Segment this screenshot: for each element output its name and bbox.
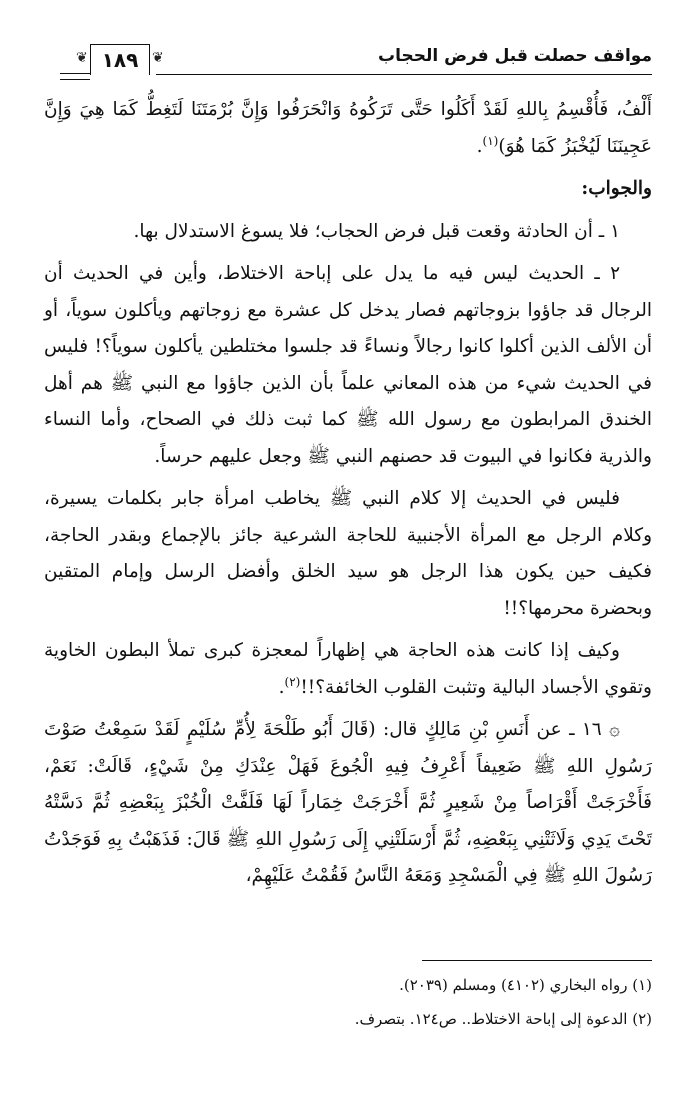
footnote-1: (١) رواه البخاري (٤١٠٢) ومسلم (٢٠٣٩). bbox=[399, 976, 652, 994]
hadith-text: (قَالَ أَبُو طَلْحَةَ لِأُمِّ سُلَيْمٍ لَقَدْ سَمِعْتُ صَوْتَ رَسُولِ اللهِ ﷺ ضَعِيفاً أَعْرِفُ فِيهِ الْجُوعَ فَهَلْ عِنْدَكِ مِنْ شَيْءٍ، قَالَتْ: نَعَمْ، فَأَخْرَجَتْ أَقْرَاصاً مِنْ شَعِيرٍ ثُمَّ أَخْرَجَتْ خِمَاراً لَهَا فَلَفَّتْ الْخُبْزَ بِبَعْضِهِ ثُمَّ دَسَّتْهُ تَحْتَ يَدِي وَلَاثَتْنِي بِبَعْضِهِ، ثُمَّ أَرْسَلَتْنِي إِلَى رَسُولِ اللهِ ﷺ قَالَ: فَذَهَبْتُ بِهِ فَوَجَدْتُ رَسُولَ اللهِ ﷺ فِي الْمَسْجِدِ وَمَعَهُ النَّاسُ فَقُمْتُ عَلَيْهِمْ، bbox=[44, 719, 652, 886]
footnote-ref[interactable]: (١) bbox=[482, 133, 499, 148]
hadith-marker-icon: ۞ bbox=[609, 719, 620, 740]
page-number: ١٨٩ bbox=[90, 44, 150, 75]
running-title: مواقف حصلت قبل فرض الحجاب bbox=[377, 46, 652, 66]
footnote-separator bbox=[422, 960, 652, 961]
answer-heading: والجواب: bbox=[581, 178, 652, 199]
paragraph: ١ ـ أن الحادثة وقعت قبل فرض الحجاب؛ فلا يسوغ الاستدلال بها. bbox=[133, 220, 620, 242]
hadith-paragraph bbox=[44, 712, 652, 895]
leaf-ornament-icon: ❦ bbox=[76, 50, 88, 66]
paragraph: وكيف إذا كانت هذه الحاجة هي إظهاراً لمعجزة كبرى تملأ البطون الخاوية وتقوي الأجساد البالية وتثبت القلوب الخائفة؟!!$^{(٢)}$. bbox=[44, 640, 652, 698]
hadith-intro: ١٦ ـ عن أَنَسِ بْنِ مَالِكٍ قال: bbox=[382, 719, 602, 740]
paragraph: ٢ ـ الحديث ليس فيه ما يدل على إباحة الاختلاط، وأين في الحديث أن الرجال قد جاؤوا بزوجاتهم فصار يدخل كل عشرة مع زوجاتهم ويأكلون سوياً، أو أن الألف الذين أكلوا كانوا رجالاً ونساءً قد جلسوا مختلطين يأكلون سوياً؟! فليس في الحديث شيء من هذه المعاني علماً بأن الذين جاؤوا مع النبي ﷺ هم أهل الخندق المرابطون مع رسول الله ﷺ كما ثبت ذلك في الصحاح، وأما النساء والذرية فكانوا في البيوت قد حصنهم النبي ﷺ وجعل عليهم حرساً. bbox=[44, 263, 652, 467]
footnotes bbox=[44, 968, 652, 1036]
paragraph: فليس في الحديث إلا كلام النبي ﷺ يخاطب امرأة جابر بكلمات يسيرة، وكلام الرجل مع المرأة الأجنبية للحاجة الشرعية جائز بالإجماع وبقدر الحاجة، فكيف حين يكون هذا الرجل هو سيد الخلق وأفضل الرسل وإمام المتقين وبحضرة محرمها؟!! bbox=[44, 488, 652, 619]
header-double-rule bbox=[60, 73, 90, 80]
page-body bbox=[44, 92, 652, 901]
header-rule bbox=[156, 74, 652, 75]
page-header bbox=[60, 40, 652, 82]
leaf-ornament-icon: ❦ bbox=[152, 50, 164, 66]
footnote-ref[interactable]: (٢) bbox=[284, 674, 301, 689]
footnote-2: (٢) الدعوة إلى إباحة الاختلاط.. ص١٢٤. بتصرف. bbox=[354, 1010, 652, 1028]
paragraph: أَلْفُ، فَأُقْسِمُ بِاللهِ لَقَدْ أَكَلُوا حَتَّى تَرَكُوهُ وَانْحَرَفُوا وَإِنَّ بُرْمَتَنَا لَتَغِطُّ كَمَا هِيَ وَإِنَّ عَجِينَنَا لَيُخْبَزُ كَمَا هُوَ)$^{(١)}$. bbox=[44, 99, 652, 157]
